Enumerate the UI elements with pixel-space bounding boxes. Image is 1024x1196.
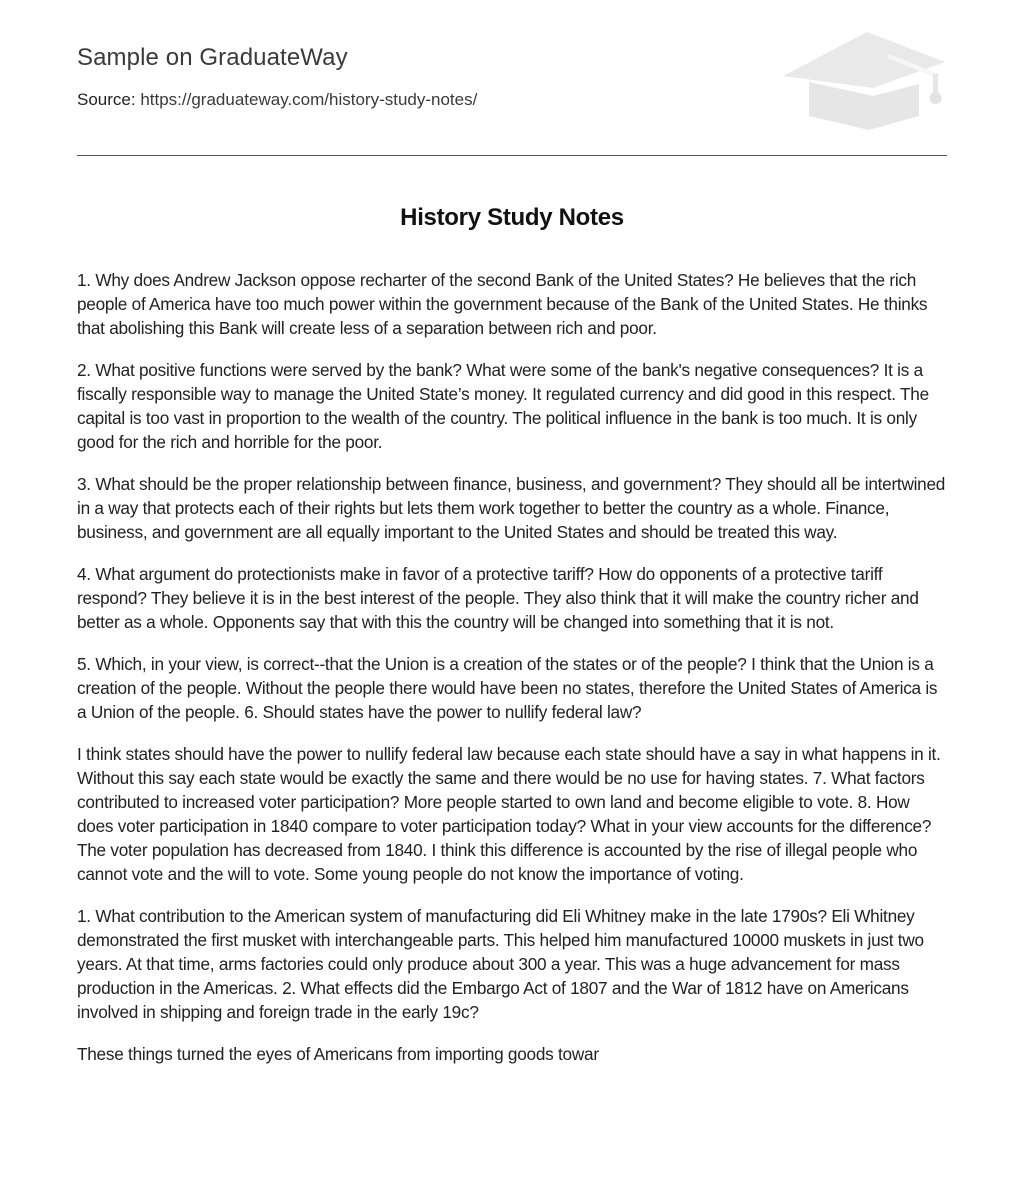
site-title: Sample on GraduateWay — [77, 44, 348, 71]
paragraph: 3. What should be the proper relationship between finance, business, and government? They should all be intertwined in a way that protects each of their rights but lets them work together to better the country as a whole. Finance, business, and government are all equally important to the United States and should be treated this way. — [77, 474, 946, 542]
document-title: History Study Notes — [400, 204, 624, 231]
paragraph: 5. Which, in your view, is correct--that the Union is a creation of the states or of the people? I think that the Union is a creation of the people. Without the people there would have been no states, therefore the United States of America is a Union of the people. 6. Should states have the power to nullify federal law? — [77, 654, 938, 722]
source-label: Source: — [77, 90, 136, 109]
source-link[interactable]: https://graduateway.com/history-study-notes/ — [140, 90, 478, 109]
paragraph: 1. Why does Andrew Jackson oppose recharter of the second Bank of the United States? He believes that the rich people of America have too much power within the government because of the Bank of the United States. He thinks that abolishing this Bank will create less of a separation between rich and poor. — [77, 270, 928, 338]
page-header — [77, 0, 947, 156]
source-line — [77, 90, 477, 110]
paragraph: 1. What contribution to the American system of manufacturing did Eli Whitney make in the late 1790s? Eli Whitney demonstrated the first musket with interchangeable parts. This helped him manufactured 10000 muskets in just two years. At that time, arms factories could only produce about 300 a year. This was a huge advancement for mass production in the Americas. 2. What effects did the Embargo Act of 1807 and the War of 1812 have on Americans involved in shipping and foreign trade in the early 19c? — [77, 906, 924, 1022]
graduation-cap-icon — [779, 30, 947, 134]
paragraph: 2. What positive functions were served by the bank? What were some of the bank's negative consequences? It is a fiscally responsible way to manage the United State’s money. It regulated currency and did good in this respect. The capital is too vast in proportion to the wealth of the country. The political influence in the bank is too much. It is only good for the rich and horrible for the poor. — [77, 360, 929, 452]
paragraph: These things turned the eyes of Americans from importing goods towar — [77, 1044, 599, 1064]
header-divider — [77, 155, 947, 156]
paragraph: I think states should have the power to nullify federal law because each state should have a say in what happens in it. Without this say each state would be exactly the same and there would be no use for having states. 7. What factors contributed to increased voter participation? More people started to own land and become eligible to vote. 8. How does voter participation in 1840 compare to voter participation today? What in your view accounts for the difference? The voter population has decreased from 1840. I think this difference is accounted by the rise of illegal people who cannot vote and the will to vote. Some young people do not know the importance of voting. — [77, 744, 941, 884]
paragraph: 4. What argument do protectionists make in favor of a protective tariff? How do opponents of a protective tariff respond? They believe it is in the best interest of the people. They also think that it will make the country richer and better as a whole. Opponents say that with this the country will be changed into something that it is not. — [77, 564, 919, 632]
document-body — [77, 268, 949, 1084]
